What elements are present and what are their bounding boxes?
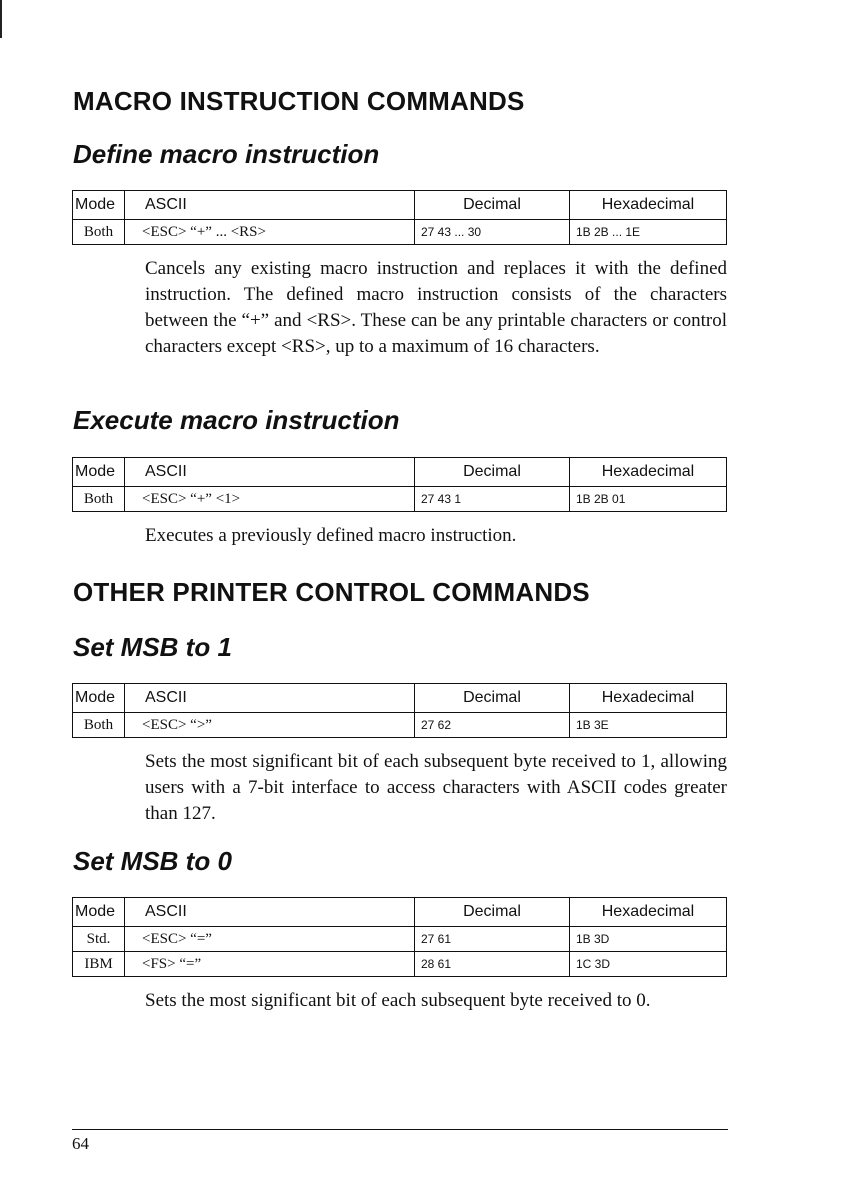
subheading-execute-macro: Execute macro instruction (73, 405, 400, 435)
cell-decimal: 27 43 ... 30 (415, 220, 570, 245)
table-header-row (73, 898, 727, 927)
description-define-macro: Cancels any existing macro instruction and replaces it with the defined instruction. The defined macro instruction consists of the characters between the “+” and <RS>. These can be any printable characters or control characters except <RS>, up to a maximum of 16 characters. (145, 258, 727, 357)
subheading-define-macro: Define macro instruction (73, 139, 380, 169)
table-row (73, 487, 727, 512)
section-heading-macro: MACRO INSTRUCTION COMMANDS (73, 86, 525, 116)
cell-mode: Std. (73, 927, 125, 952)
cell-decimal: 27 62 (415, 713, 570, 738)
subheading-set-msb-1: Set MSB to 1 (73, 632, 232, 662)
cell-ascii: <ESC> “=” (125, 927, 415, 952)
header-decimal: Decimal (415, 458, 570, 487)
description-set-msb-1: Sets the most significant bit of each subsequent byte received to 1, allowing users with a 7-bit interface to access characters with ASCII codes greater than 127. (145, 751, 727, 824)
header-hexadecimal: Hexadecimal (570, 684, 727, 713)
cell-ascii: <ESC> “+” ... <RS> (125, 220, 415, 245)
header-decimal: Decimal (415, 684, 570, 713)
cell-decimal: 27 43 1 (415, 487, 570, 512)
cell-ascii: <FS> “=” (125, 952, 415, 977)
cell-hexadecimal: 1C 3D (570, 952, 727, 977)
table-header-row (73, 684, 727, 713)
cell-hexadecimal: 1B 2B 01 (570, 487, 727, 512)
header-ascii: ASCII (125, 898, 415, 927)
header-hexadecimal: Hexadecimal (570, 898, 727, 927)
cell-hexadecimal: 1B 2B ... 1E (570, 220, 727, 245)
header-hexadecimal: Hexadecimal (570, 458, 727, 487)
command-table-execute-macro (72, 457, 727, 512)
command-table-set-msb-0 (72, 897, 727, 977)
cell-hexadecimal: 1B 3D (570, 927, 727, 952)
footer-rule (72, 1129, 728, 1130)
table-header-row (73, 191, 727, 220)
header-mode: Mode (73, 191, 125, 220)
header-decimal: Decimal (415, 898, 570, 927)
description-set-msb-0: Sets the most significant bit of each subsequent byte received to 0. (145, 990, 651, 1011)
cell-hexadecimal: 1B 3E (570, 713, 727, 738)
header-mode: Mode (73, 898, 125, 927)
cell-ascii: <ESC> “+” <1> (125, 487, 415, 512)
table-row (73, 952, 727, 977)
table-header-row (73, 458, 727, 487)
table-row (73, 713, 727, 738)
section-heading-other: OTHER PRINTER CONTROL COMMANDS (73, 577, 590, 607)
header-decimal: Decimal (415, 191, 570, 220)
header-ascii: ASCII (125, 684, 415, 713)
subheading-set-msb-0: Set MSB to 0 (73, 846, 232, 876)
header-mode: Mode (73, 458, 125, 487)
cell-ascii: <ESC> “>” (125, 713, 415, 738)
header-hexadecimal: Hexadecimal (570, 191, 727, 220)
header-mode: Mode (73, 684, 125, 713)
header-ascii: ASCII (125, 191, 415, 220)
header-ascii: ASCII (125, 458, 415, 487)
description-execute-macro: Executes a previously defined macro instruction. (145, 525, 517, 546)
page-number: 64 (72, 1134, 89, 1153)
cell-mode: Both (73, 713, 125, 738)
table-row (73, 927, 727, 952)
cell-decimal: 27 61 (415, 927, 570, 952)
command-table-set-msb-1 (72, 683, 727, 738)
table-row (73, 220, 727, 245)
command-table-define-macro (72, 190, 727, 245)
cell-decimal: 28 61 (415, 952, 570, 977)
scan-edge-mark (0, 0, 2, 38)
cell-mode: Both (73, 487, 125, 512)
cell-mode: IBM (73, 952, 125, 977)
cell-mode: Both (73, 220, 125, 245)
